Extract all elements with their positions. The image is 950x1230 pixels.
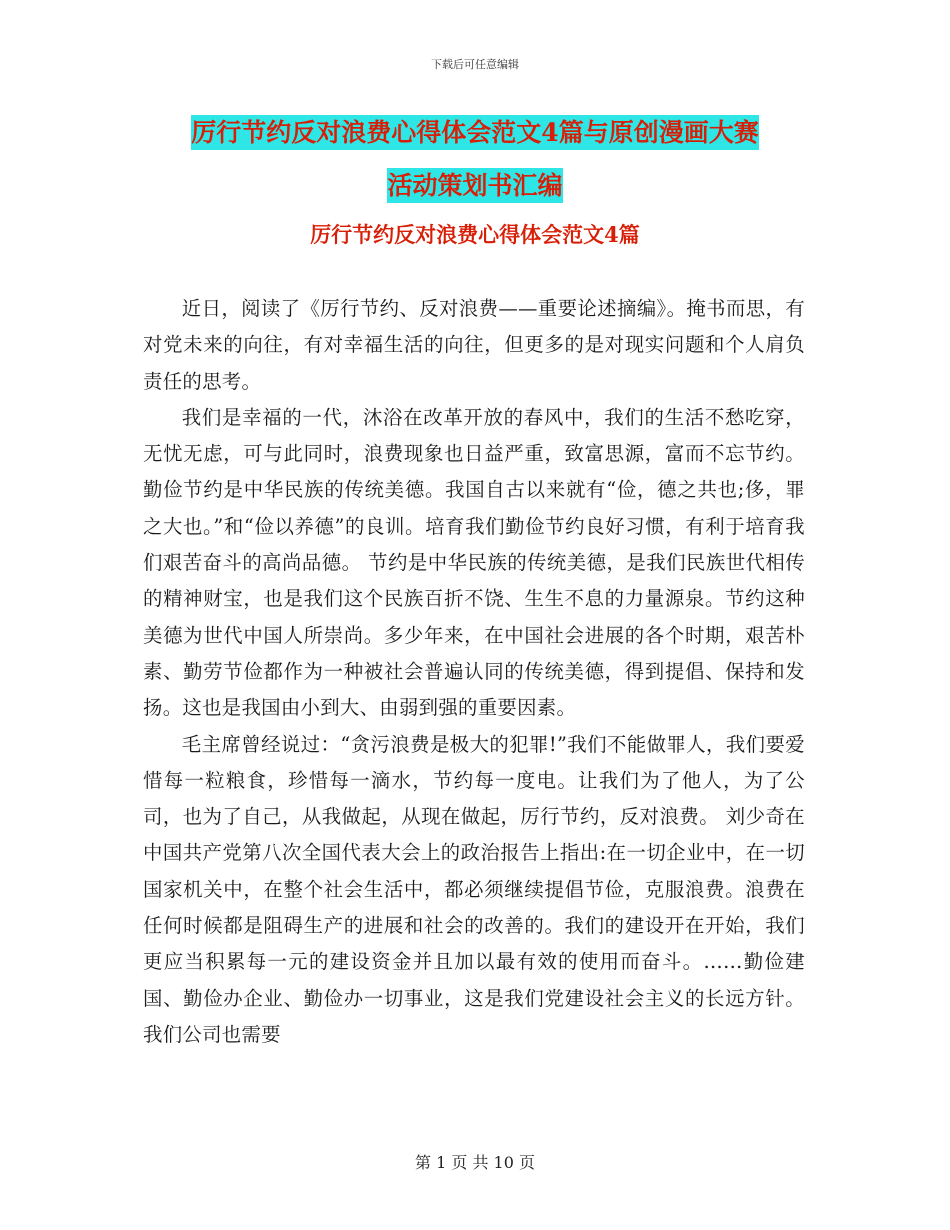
body-text xyxy=(143,291,805,1053)
paragraph-3: 毛主席曾经说过：“贪污浪费是极大的犯罪!”我们不能做罪人，我们要爱惜每一粒粮食，珍惜每一滴水，节约每一度电。让我们为了他人，为了公司，也为了自己，从我做起，从现在做起，厉行节约，反对浪费。 刘少奇在中国共产党第八次全国代表大会上的政治报告上指出:在一切企业中，在一切国家机关中，在整个社会生活中，都必须继续提倡节俭，克服浪费。浪费在任何时候都是阻碍生产的进展和社会的改善的。我们的建设开在开始，我们更应当积累每一元的建设资金并且加以最有效的使用而奋斗。……勤俭建国、勤俭办企业、勤俭办一切事业，这是我们党建设社会主义的长远方针。我们公司也需要 xyxy=(143,732,805,1046)
paragraph-2: 我们是幸福的一代，沐浴在改革开放的春风中，我们的生活不愁吃穿，无忧无虑，可与此同时，浪费现象也日益严重，致富思源，富而不忘节约。勤俭节约是中华民族的传统美德。我国自古以来就有“俭，德之共也;侈，罪之大也。”和“俭以养德”的良训。培育我们勤俭节约良好习惯，有利于培育我们艰苦奋斗的高尚品德。 节约是中华民族的传统美德，是我们民族世代相传的精神财宝，也是我们这个民族百折不饶、生生不息的力量源泉。节约这种美德为世代中国人所崇尚。多少年来，在中国社会进展的各个时期，艰苦朴素、勤劳节俭都作为一种被社会普遍认同的传统美德，得到提倡、保持和发扬。这也是我国由小到大、由弱到强的重要因素。 xyxy=(143,405,805,720)
title-line-2: 活动策划书汇编 xyxy=(387,168,562,203)
document-title xyxy=(0,106,950,212)
section-title: 厉行节约反对浪费心得体会范文4篇 xyxy=(310,222,640,247)
paragraph-1: 近日，阅读了《厉行节约、反对浪费——重要论述摘编》。掩书而思，有对党未来的向往，有对幸福生活的向往，但更多的是对现实问题和个人肩负责任的思考。 xyxy=(143,297,805,393)
page-footer: 第 1 页 共 10 页 xyxy=(415,1153,535,1172)
title-line-1: 厉行节约反对浪费心得体会范文4篇与原创漫画大赛 xyxy=(191,115,758,150)
header-note: 下载后可任意编辑 xyxy=(431,58,519,71)
